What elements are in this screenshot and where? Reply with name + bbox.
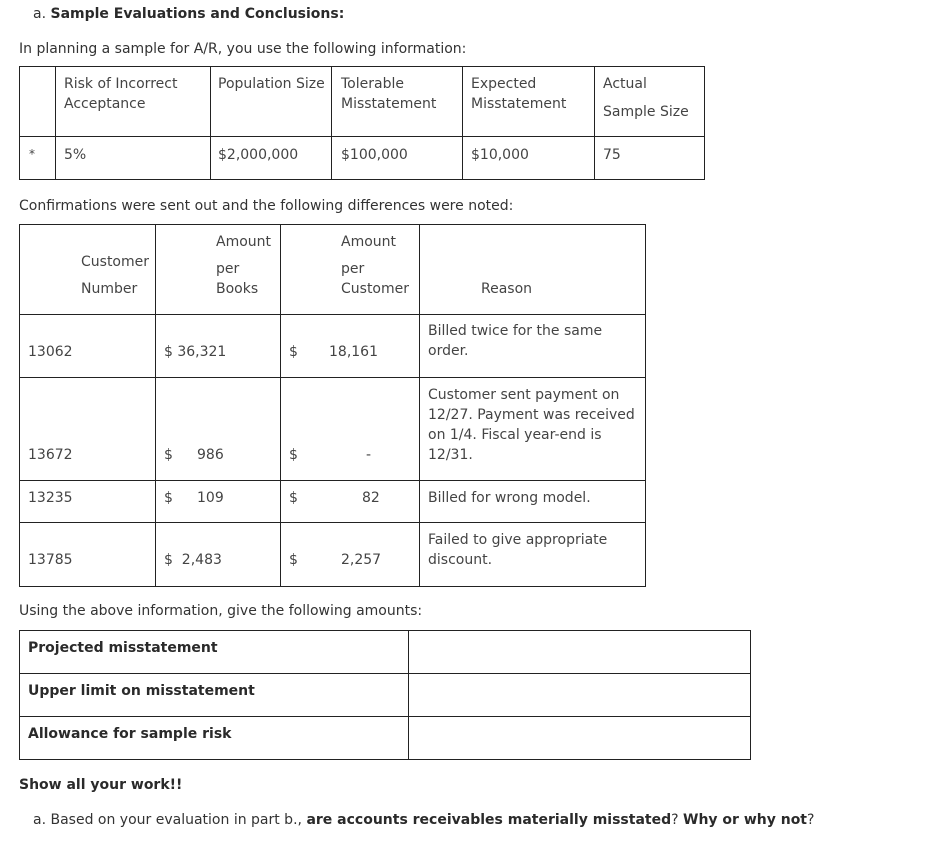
reason-cell: [420, 481, 646, 523]
reason-line: Billed twice for the same: [428, 323, 603, 339]
diff-header-cust-line1: Amount: [341, 234, 397, 250]
reason-line: discount.: [428, 552, 493, 568]
diff-header-cust-line2: per: [341, 261, 365, 277]
amount-label-cell: [20, 717, 409, 760]
diff-header-books-line3: Books: [216, 281, 259, 297]
diff-header-books-line2: per: [216, 261, 240, 277]
table-row: [20, 378, 646, 481]
books-amount: 109: [197, 490, 224, 506]
section-title: [33, 4, 344, 24]
amount-row: [20, 717, 751, 760]
books-amount: $ 36,321: [164, 344, 227, 360]
reason-cell: [420, 523, 646, 587]
plan-header-risk: [56, 67, 211, 137]
plan-value-tolerable: $100,000: [341, 147, 408, 163]
amount-row: [20, 631, 751, 674]
customer-amount-cell: [281, 378, 420, 481]
confirm-text: Confirmations were sent out and the following differences were noted:: [19, 198, 514, 214]
diff-header-customer: [20, 225, 156, 315]
diff-header-books-line1: Amount: [216, 234, 272, 250]
diff-header-reason: [420, 225, 646, 315]
plan-header-row: [20, 67, 705, 137]
diff-header-cust: [281, 225, 420, 315]
plan-header-tolerable-line2: Misstatement: [341, 96, 437, 112]
books-amount-cell: [156, 481, 281, 523]
books-amount-cell: [156, 523, 281, 587]
reason-line: 12/31.: [428, 447, 473, 463]
plan-header-population: [211, 67, 332, 137]
customer-amount-sign: $: [289, 344, 298, 360]
reason-line: order.: [428, 343, 469, 359]
allowance-label: Allowance for sample risk: [28, 726, 232, 742]
customer-amount-cell: [281, 315, 420, 378]
section-title-prefix: a.: [33, 6, 51, 22]
table-row: [20, 315, 646, 378]
customer-amount: 2,257: [341, 552, 382, 568]
customer-amount: 18,161: [329, 344, 378, 360]
amount-row: [20, 674, 751, 717]
reason-line: Customer sent payment on: [428, 387, 620, 403]
plan-cell-tolerable: [332, 137, 463, 180]
reason-line: Billed for wrong model.: [428, 490, 591, 506]
question-prefix: a. Based on your evaluation in part b.,: [33, 812, 307, 828]
upper-limit-answer[interactable]: [409, 674, 751, 717]
reason-line: Failed to give appropriate: [428, 532, 608, 548]
plan-header-population-text: Population Size: [218, 76, 325, 92]
plan-value-actual: 75: [603, 147, 621, 163]
reason-cell: [420, 315, 646, 378]
plan-value-expected: $10,000: [471, 147, 529, 163]
plan-data-row: [20, 137, 705, 180]
plan-cell-population: [211, 137, 332, 180]
diff-header-customer-line2: Number: [81, 281, 138, 297]
customer-amount-sign: $: [289, 490, 298, 506]
plan-header-actual: [595, 67, 705, 137]
plan-header-actual-line1: Actual: [603, 76, 647, 92]
using-text: Using the above information, give the following amounts:: [19, 603, 423, 619]
plan-cell-risk: [56, 137, 211, 180]
customer-number: 13062: [28, 344, 73, 360]
plan-cell-marker: [20, 137, 56, 180]
plan-header-expected-line1: Expected: [471, 76, 537, 92]
customer-number-cell: [20, 523, 156, 587]
customer-number: 13235: [28, 490, 73, 506]
plan-header-risk-line2: Acceptance: [64, 96, 146, 112]
customer-amount: -: [366, 447, 372, 463]
reason-line: 12/27. Payment was received: [428, 407, 635, 423]
customer-amount-cell: [281, 481, 420, 523]
diff-header-row: [20, 225, 646, 315]
reason-line: on 1/4. Fiscal year-end is: [428, 427, 602, 443]
asterisk-marker: *: [29, 147, 35, 161]
projected-misstatement-label: Projected misstatement: [28, 640, 218, 656]
table-row: [20, 523, 646, 587]
books-amount-sign: $: [164, 447, 173, 463]
section-title-text: Sample Evaluations and Conclusions:: [50, 6, 345, 22]
customer-amount-cell: [281, 523, 420, 587]
question-bold-1: are accounts receivables materially misstated: [306, 812, 672, 828]
customer-number-cell: [20, 315, 156, 378]
customer-amount-sign: $: [289, 552, 298, 568]
customer-number-cell: [20, 378, 156, 481]
show-work-text: Show all your work!!: [19, 777, 183, 793]
diff-header-customer-line1: Customer: [81, 254, 150, 270]
amounts-table: [19, 630, 751, 760]
books-amount-cell: [156, 378, 281, 481]
plan-header-expected-line2: Misstatement: [471, 96, 567, 112]
plan-header-expected: [463, 67, 595, 137]
intro-text: In planning a sample for A/R, you use the following information:: [19, 41, 467, 57]
customer-amount-sign: $: [289, 447, 298, 463]
table-row: [20, 481, 646, 523]
plan-cell-expected: [463, 137, 595, 180]
diff-header-reason-text: Reason: [481, 281, 533, 297]
plan-header-marker: [20, 67, 56, 137]
diff-header-books: [156, 225, 281, 315]
differences-table: [19, 224, 646, 587]
plan-value-risk: 5%: [64, 147, 87, 163]
plan-header-actual-line2: Sample Size: [603, 104, 689, 120]
projected-misstatement-answer[interactable]: [409, 631, 751, 674]
customer-number: 13672: [28, 447, 73, 463]
books-amount: $ 2,483: [164, 552, 222, 568]
books-amount: 986: [197, 447, 224, 463]
customer-amount: 82: [362, 490, 380, 506]
sample-plan-table: [19, 66, 705, 180]
plan-header-risk-line1: Risk of Incorrect: [64, 76, 178, 92]
plan-header-tolerable-line1: Tolerable: [341, 76, 404, 92]
books-amount-cell: [156, 315, 281, 378]
question-end: ?: [807, 812, 815, 828]
reason-cell: [420, 378, 646, 481]
amount-label-cell: [20, 631, 409, 674]
diff-header-cust-line3: Customer: [341, 281, 410, 297]
allowance-answer[interactable]: [409, 717, 751, 760]
question-text: [33, 810, 814, 830]
plan-cell-actual: [595, 137, 705, 180]
customer-number-cell: [20, 481, 156, 523]
question-bold-2: Why or why not: [683, 812, 807, 828]
upper-limit-label: Upper limit on misstatement: [28, 683, 255, 699]
amount-label-cell: [20, 674, 409, 717]
customer-number: 13785: [28, 552, 73, 568]
plan-value-population: $2,000,000: [218, 147, 299, 163]
question-mid: ?: [671, 812, 684, 828]
plan-header-tolerable: [332, 67, 463, 137]
books-amount-sign: $: [164, 490, 173, 506]
